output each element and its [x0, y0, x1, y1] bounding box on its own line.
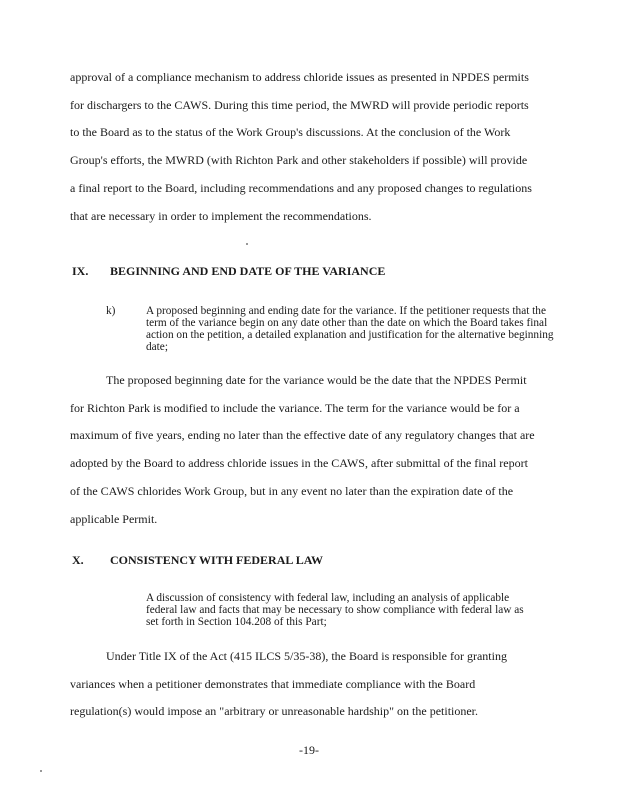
- paragraph-line: Under Title IX of the Act (415 ILCS 5/35-38), the Board is responsible for granting: [106, 649, 507, 663]
- paragraph-line: that are necessary in order to implement the recommendations.: [70, 209, 372, 223]
- page-number: -19-: [299, 743, 319, 757]
- scan-speck: [40, 770, 42, 772]
- paragraph-line: of the CAWS chlorides Work Group, but in any event no later than the expiration date of the: [70, 484, 514, 498]
- paragraph-line: The proposed beginning date for the variance would be the date that the NPDES Permit: [106, 373, 527, 387]
- requirement-text: A discussion of consistency with federal law, including an analysis of applicable federal law and facts that may be necessary to show compliance with federal law as set forth in Section 104.208 of this Part;: [146, 592, 524, 628]
- paragraph-line: applicable Permit.: [70, 512, 158, 526]
- section-number: IX.: [72, 264, 89, 278]
- paragraph-line: for Richton Park is modified to include the variance. The term for the variance would be for a: [70, 401, 520, 415]
- scan-speck: [246, 243, 248, 245]
- section-number: X.: [72, 553, 84, 567]
- section-title: CONSISTENCY WITH FEDERAL LAW: [110, 553, 324, 567]
- section-title: BEGINNING AND END DATE OF THE VARIANCE: [110, 264, 386, 278]
- requirement-label: k): [106, 305, 116, 317]
- paragraph-line: to the Board as to the status of the Work Group's discussions. At the conclusion of the Work: [70, 125, 511, 139]
- requirement-text: A proposed beginning and ending date for the variance. If the petitioner requests that the term of the variance begin on any date other than the date on which the Board takes final action on the petition, a detailed explanation and justification for the alternative beginning date;: [146, 305, 554, 353]
- paragraph-line: a final report to the Board, including recommendations and any proposed changes to regulations: [70, 181, 532, 195]
- section-ix-heading: [72, 264, 385, 279]
- paragraph-line: approval of a compliance mechanism to address chloride issues as presented in NPDES permits: [70, 70, 529, 84]
- paragraph-line: regulation(s) would impose an "arbitrary or unreasonable hardship" on the petitioner.: [70, 704, 479, 718]
- paragraph-line: for dischargers to the CAWS. During this time period, the MWRD will provide periodic reports: [70, 98, 529, 112]
- paragraph-line: variances when a petitioner demonstrates that immediate compliance with the Board: [70, 677, 476, 691]
- paragraph-line: maximum of five years, ending no later than the effective date of any regulatory changes that are: [70, 428, 535, 442]
- section-x-heading: [72, 553, 323, 568]
- paragraph-line: adopted by the Board to address chloride issues in the CAWS, after submittal of the final report: [70, 456, 528, 470]
- paragraph-line: Group's efforts, the MWRD (with Richton Park and other stakeholders if possible) will provide: [70, 153, 528, 167]
